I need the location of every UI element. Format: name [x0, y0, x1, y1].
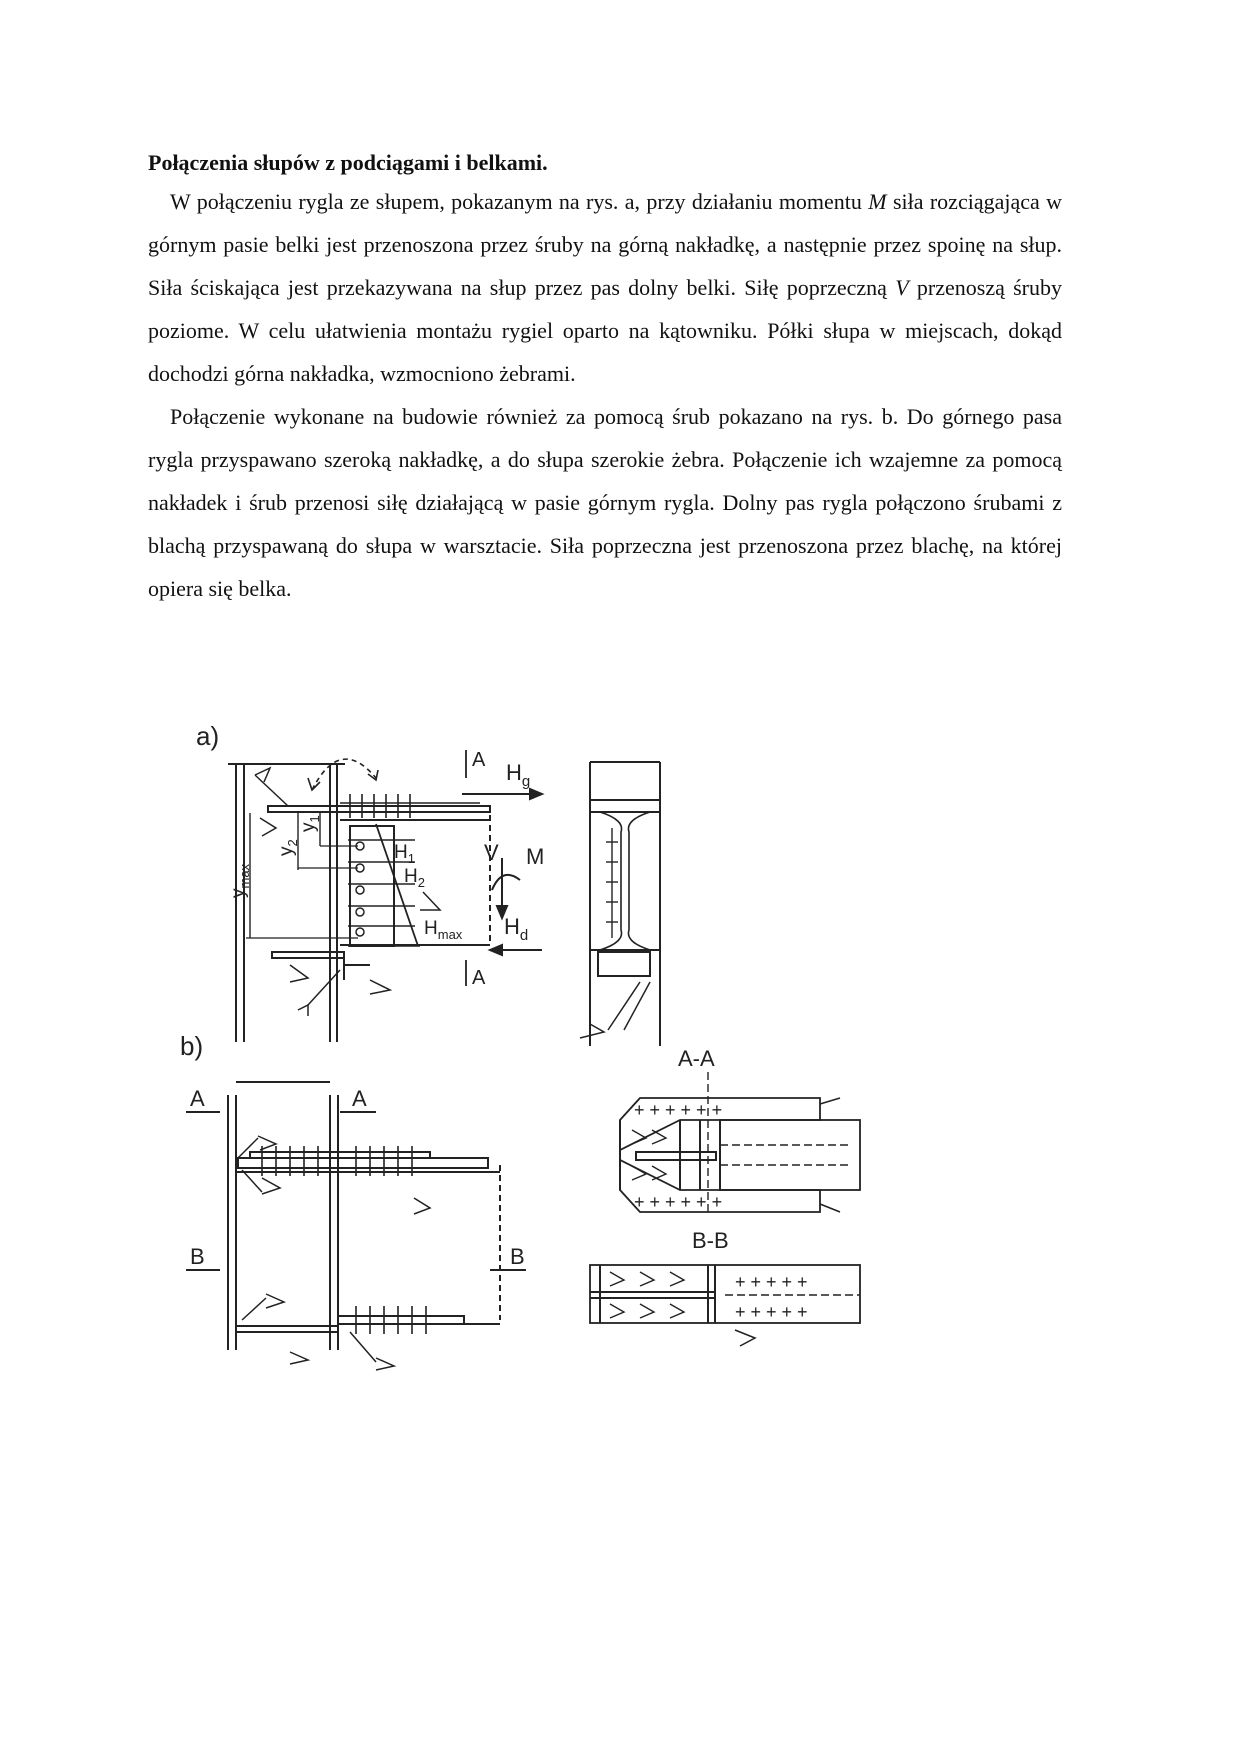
paragraph-1	[148, 180, 1062, 395]
label-Hg: $H_g$	[506, 760, 531, 790]
label-Hmax: $H_{max}$	[424, 918, 463, 942]
text-block	[148, 146, 1062, 610]
label-section-BB: B-B	[692, 1228, 729, 1253]
label-V: V	[484, 840, 499, 865]
symbol-V: V	[895, 275, 909, 300]
label-A-bottom: A	[472, 967, 486, 989]
label-y1: $y_1$	[298, 815, 322, 832]
paragraph-1-part-1: W połączeniu rygla ze słupem, pokazanym na rys. a, przy działaniu momentu	[170, 189, 869, 214]
paragraph-1-part-3: przenoszą śruby poziome. W celu ułatwienia montażu rygiel oparto na kątowniku. Półki słupa w miejscach, dokąd dochodzi górna nakładka, wzmocniono żebrami.	[148, 275, 1063, 386]
label-b-B-left: B	[190, 1244, 205, 1269]
technical-drawing	[180, 720, 980, 1430]
label-M: M	[526, 844, 545, 869]
bolt-row-bb-bottom: + + + + +	[735, 1302, 808, 1322]
symbol-M: M	[868, 189, 887, 214]
label-b-A-right: A	[352, 1086, 367, 1111]
label-H1: $H_1$	[394, 842, 415, 866]
bolt-row-bottom: + + + + + +	[634, 1192, 723, 1212]
label-Hd: $H_d$	[504, 914, 529, 944]
label-ymax: $y_{max}$	[228, 863, 252, 898]
label-H2: $H_2$	[404, 866, 425, 890]
bolt-row-bb-top: + + + + +	[735, 1272, 808, 1292]
label-b-A-left: A	[190, 1086, 205, 1111]
label-b: b)	[180, 1031, 204, 1061]
section-heading: Połączenia słupów z podciągami i belkami.	[148, 150, 548, 175]
paragraph-1-part-2: siła rozciągająca w górnym pasie belki jest przenoszona przez śruby na górną nakładkę, a następnie przez spoinę na słup. Siła ściskająca jest przekazywana na słup przez pas dolny belki. Siłę poprzeczną	[148, 189, 1062, 300]
label-a: a)	[196, 721, 220, 751]
label-b-B-right: B	[510, 1244, 525, 1269]
paragraph-2: Połączenie wykonane na budowie również za pomocą śrub pokazano na rys. b. Do górnego pasa rygla przyspawano szeroką nakładkę, a do słupa szerokie żebra. Połączenie ich wzajemne za pomocą nakładek i śrub przenosi siłę działającą w pasie górnym rygla. Dolny pas rygla połączono śrubami z blachą przyspawaną do słupa w warsztacie. Siła poprzeczna jest przenoszona przez blachę, na której opiera się belka.	[148, 404, 1062, 601]
label-y2: $y_2$	[276, 839, 300, 856]
label-section-AA: A-A	[678, 1046, 715, 1071]
bolt-row-top: + + + + + +	[634, 1100, 723, 1120]
label-A-top: A	[472, 749, 486, 771]
